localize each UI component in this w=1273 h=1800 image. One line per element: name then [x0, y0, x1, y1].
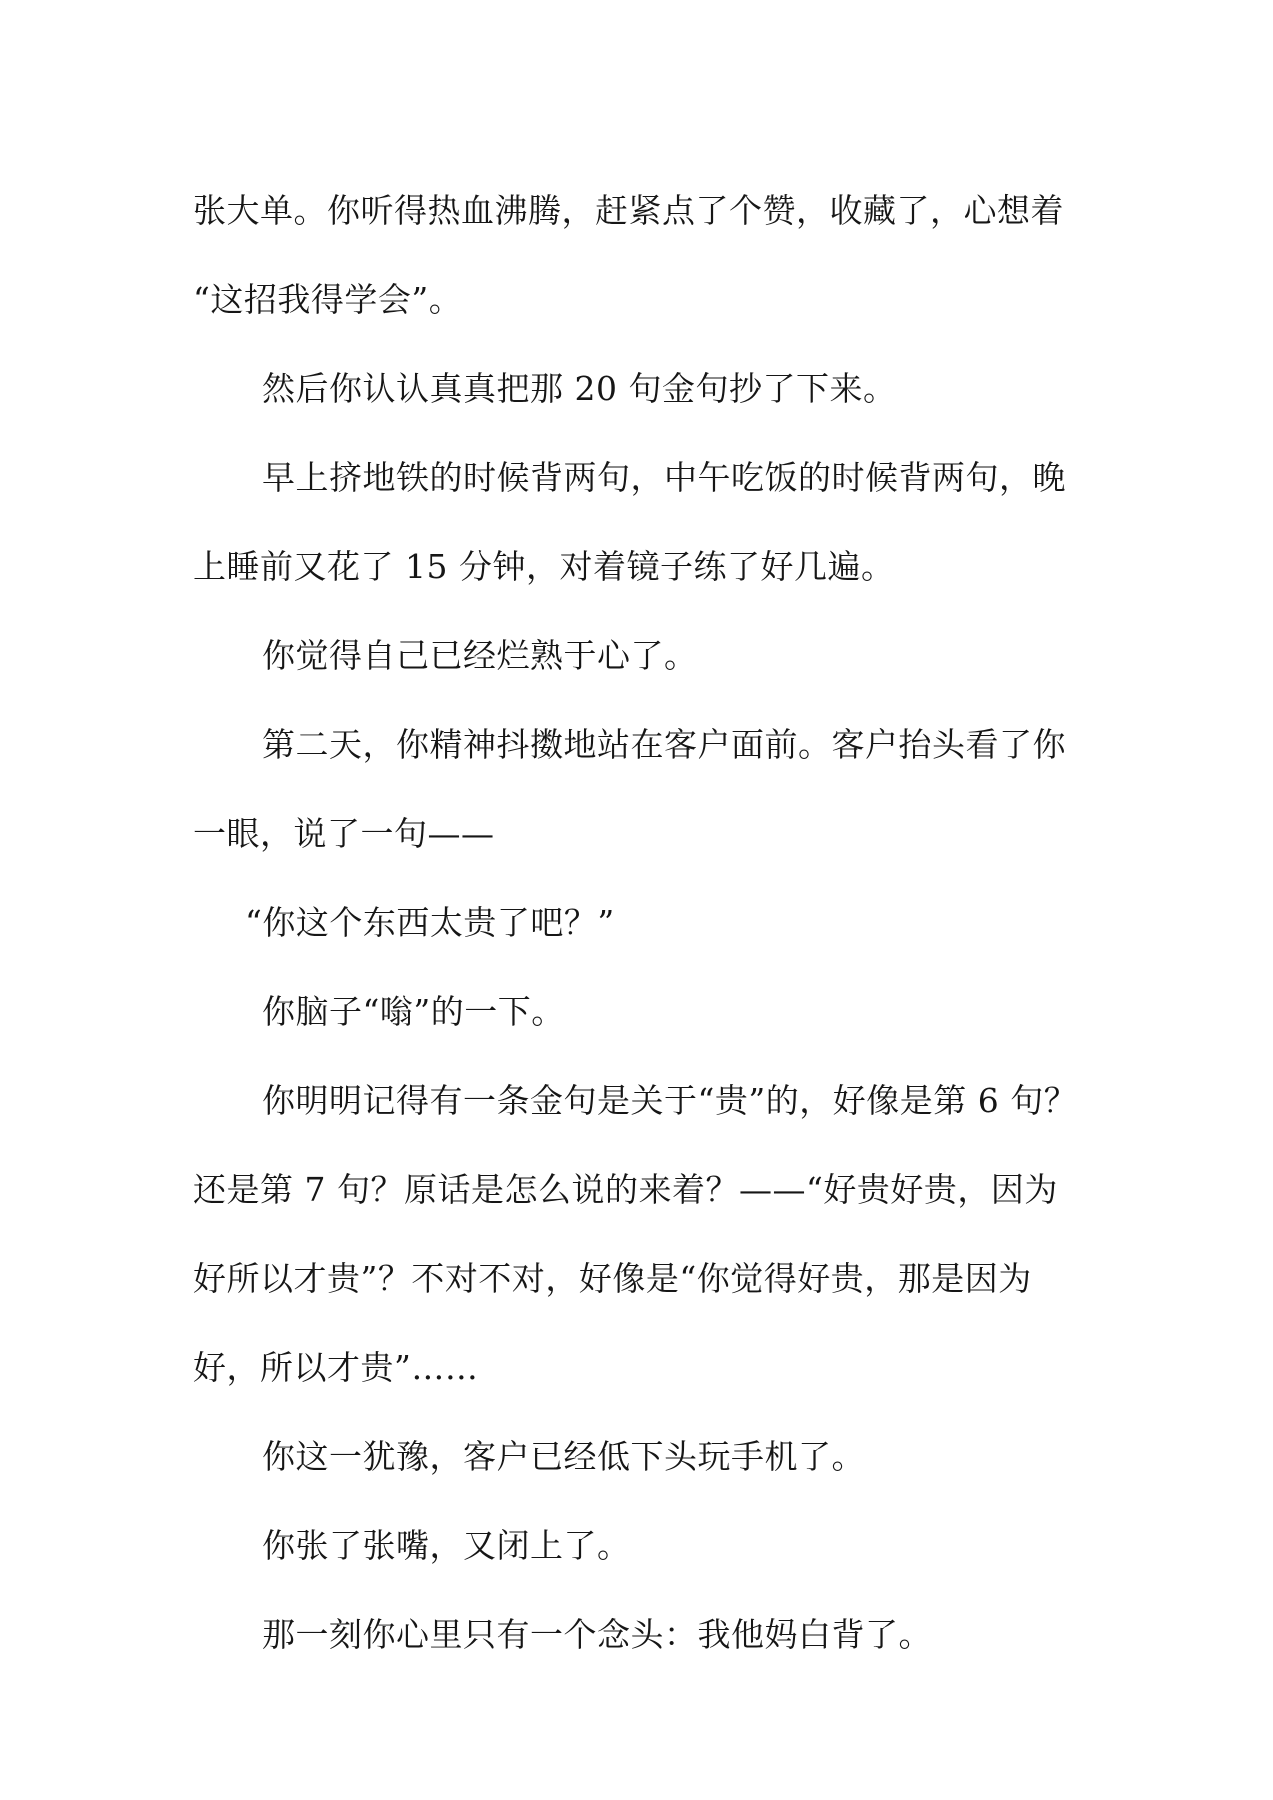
text-line-1: 张大单。你听得热血沸腾，赶紧点了个赞，收藏了，心想着	[193, 191, 1064, 230]
text-line-15: 你这一犹豫，客户已经低下头玩手机了。	[262, 1437, 865, 1476]
document-body	[193, 166, 1093, 1679]
text-line-2: “这招我得学会”。	[193, 280, 463, 319]
text-line-11: 你明明记得有一条金句是关于“贵”的，好像是第 6 句？	[262, 1081, 1078, 1120]
text-line-16: 你张了张嘴，又闭上了。	[262, 1526, 631, 1565]
text-line-3: 然后你认认真真把那 20 句金句抄了下来。	[262, 369, 897, 408]
text-line-7: 第二天，你精神抖擞地站在客户面前。客户抬头看了你	[262, 725, 1066, 764]
text-line-17: 那一刻你心里只有一个念头：我他妈白背了。	[262, 1615, 932, 1654]
text-line-12: 还是第 7 句？原话是怎么说的来着？——“好贵好贵，因为	[193, 1170, 1058, 1209]
text-line-9: “你这个东西太贵了吧？”	[245, 903, 615, 942]
text-line-4: 早上挤地铁的时候背两句，中午吃饭的时候背两句，晚	[262, 458, 1066, 497]
text-line-6: 你觉得自己已经烂熟于心了。	[262, 636, 698, 675]
text-line-5: 上睡前又花了 15 分钟，对着镜子练了好几遍。	[193, 547, 895, 586]
text-line-14: 好，所以才贵”……	[193, 1348, 479, 1387]
text-line-13: 好所以才贵”？不对不对，好像是“你觉得好贵，那是因为	[193, 1259, 1032, 1298]
text-line-10: 你脑子“嗡”的一下。	[262, 992, 565, 1031]
text-line-8: 一眼，说了一句——	[193, 814, 495, 853]
